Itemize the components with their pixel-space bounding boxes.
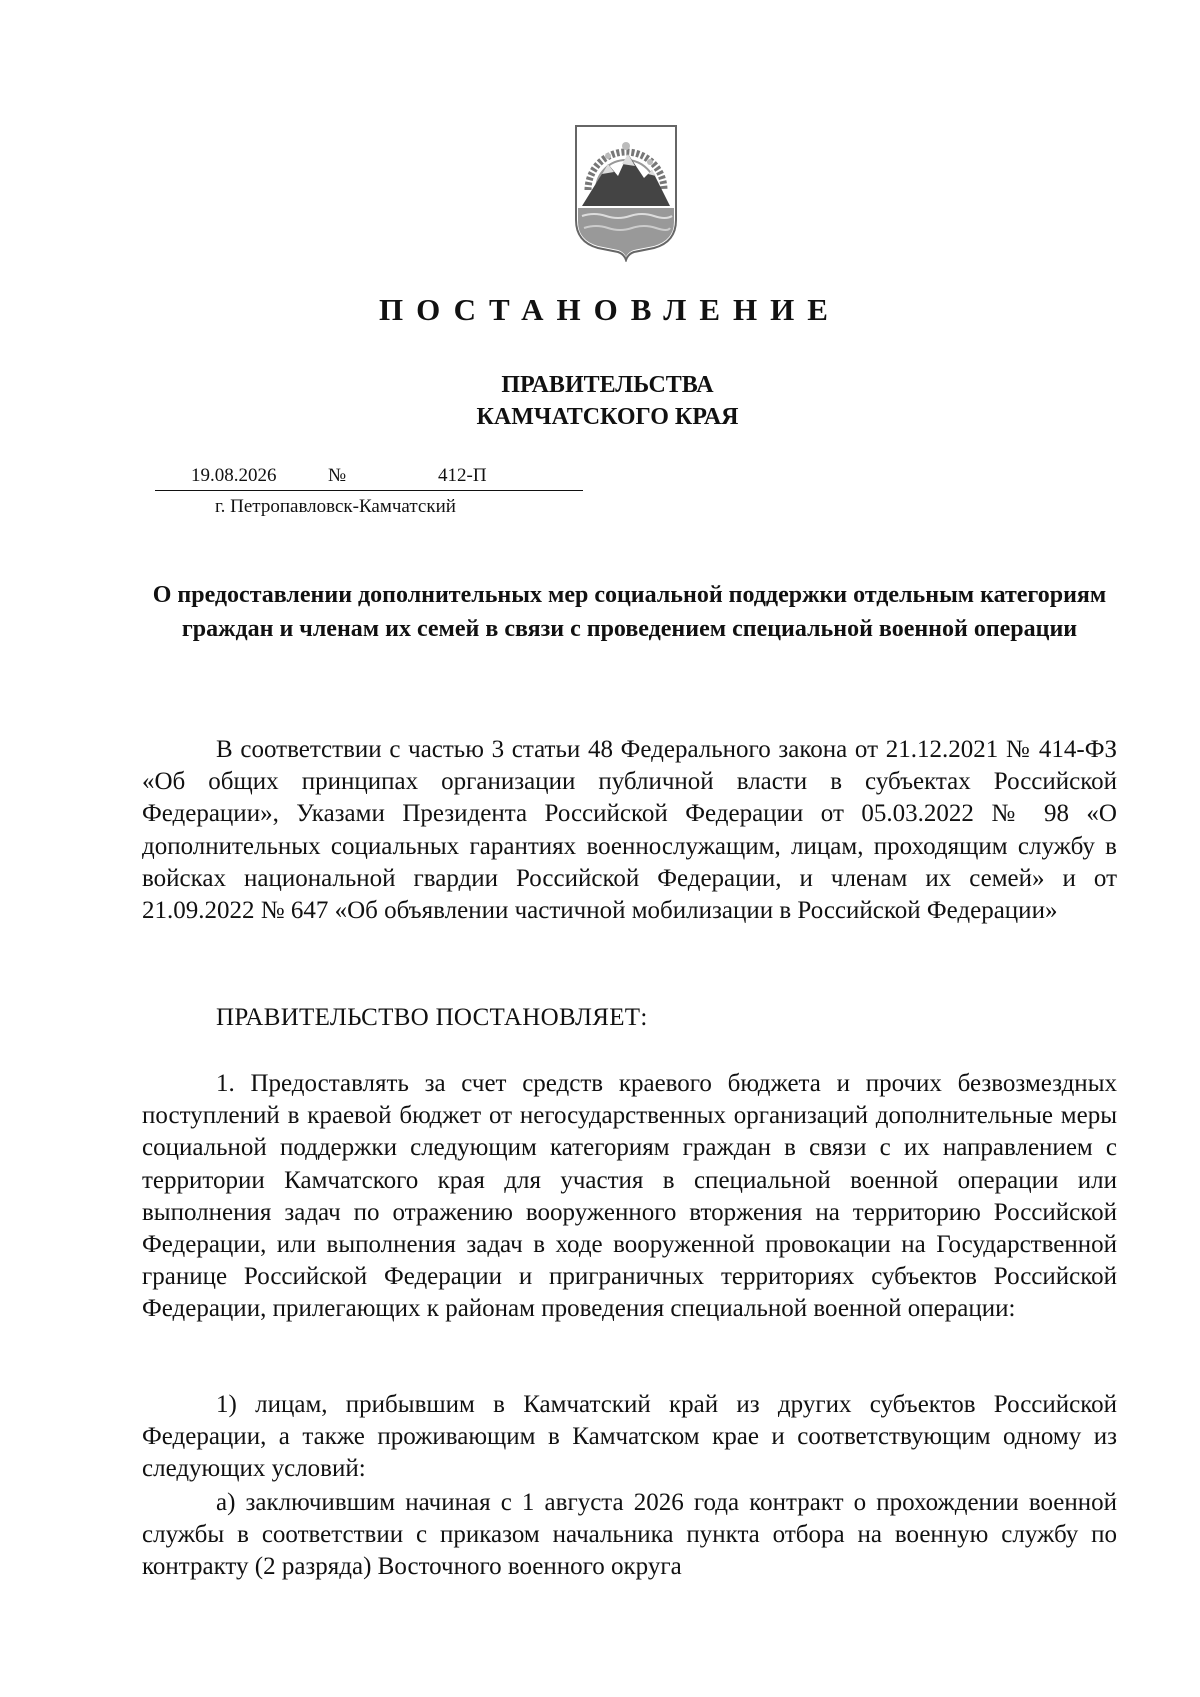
issuer-heading <box>0 369 1200 433</box>
registration-line <box>155 465 583 495</box>
item-1-paragraph <box>142 1068 1117 1326</box>
registration-underline <box>155 490 583 491</box>
decree-statement: ПРАВИТЕЛЬСТВО ПОСТАНОВЛЯЕТ: <box>216 1004 648 1031</box>
kamchatka-coat-of-arms-icon <box>574 124 678 262</box>
document-type-heading: ПОСТАНОВЛЕНИЕ <box>379 292 841 327</box>
item-1-1-text: 1) лицам, прибывшим в Камчатский край из других субъектов Российской Федерации, а также проживающим в Камчатском крае и соответствующим одному из следующих условий: <box>142 1391 1117 1483</box>
document-city: г. Петропавловск-Камчатский <box>215 496 456 517</box>
preamble-paragraph <box>142 734 1117 927</box>
issuer-line-1: ПРАВИТЕЛЬСТВА <box>501 372 714 398</box>
document-date: 19.08.2026 <box>191 465 277 486</box>
document-title: О предоставлении дополнительных мер социальной поддержки отдельным категориям граждан и членам их семей в связи с проведением специальной военной операции <box>152 582 1107 642</box>
issuer-line-2: КАМЧАТСКОГО КРАЯ <box>476 404 739 430</box>
item-1-1-a-text: а) заключившим начиная с 1 августа 2026 года контракт о прохождении военной службы в соответствии с приказом начальника пункта отбора на военную службу по контракту (2 разряда) Восточного военного округа <box>142 1489 1117 1581</box>
item-1-1-a-paragraph <box>142 1487 1117 1584</box>
item-1-1-paragraph <box>142 1389 1117 1486</box>
document-number: 412-П <box>438 465 487 486</box>
preamble-text: В соответствии с частью 3 статьи 48 Федерального закона от 21.12.2021 № 414-ФЗ «Об общих принципах организации публичной власти в субъектах Российской Федерации», Указами Президента Российской Федерации от 05.03.2022 № 98 «О дополнительных социальных гарантиях военнослужащим, лицам, проходящим службу в войсках национальной гвардии Российской Федерации, и членам их семей» и от 21.09.2022 № 647 «Об объявлении частичной мобилизации в Российской Федерации» <box>142 736 1117 925</box>
number-sign: № <box>328 465 347 486</box>
item-1-text: 1. Предоставлять за счет средств краевого бюджета и прочих безвозмездных поступлений в краевой бюджет от негосударственных организаций дополнительные меры социальной поддержки следующим категориям граждан в связи с их направлением с территории Камчатского края для участия в специальной военной операции или выполнения задач по отражению вооруженного вторжения на территорию Российской Федерации, или выполнения задач в ходе вооруженной провокации на Государственной границе Российской Федерации и приграничных территориях субъектов Российской Федерации, прилегающих к районам проведения специальной военной операции: <box>142 1070 1117 1323</box>
